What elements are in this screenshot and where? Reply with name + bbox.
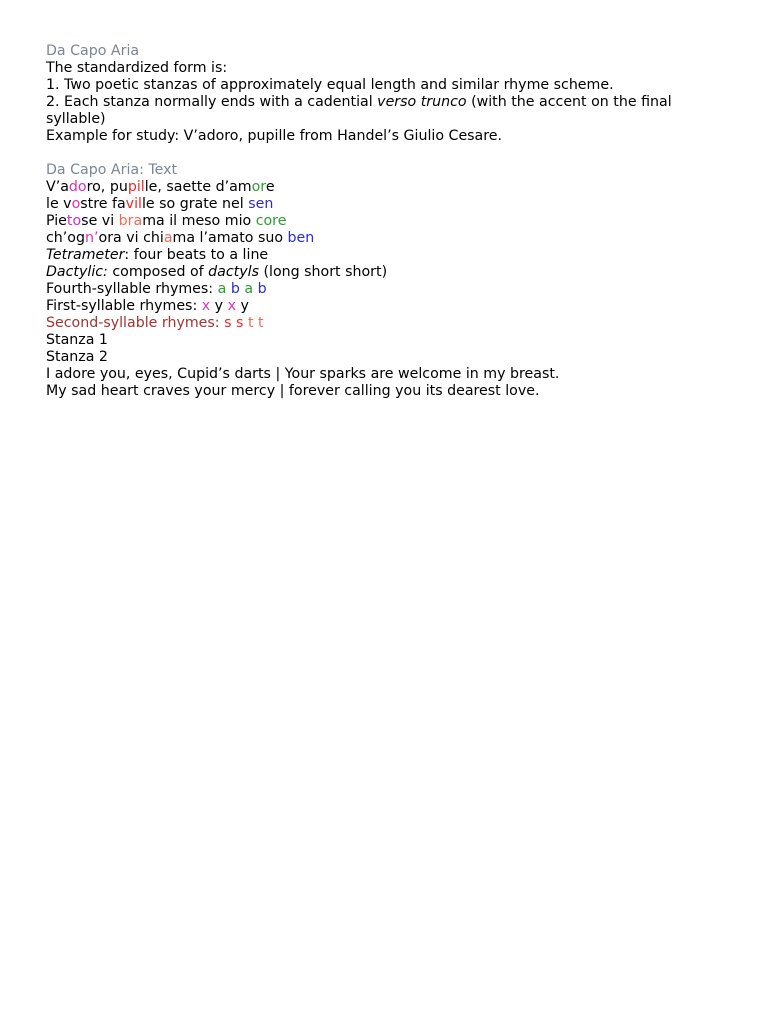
- spacer: [46, 145, 726, 162]
- stanza-1-label: Stanza 1: [46, 332, 108, 348]
- list-item-2-text-end: (with the accent on the final syllable): [46, 94, 677, 127]
- verso-trunco-term: verso trunco: [377, 94, 467, 110]
- first-syllable-rhymes: First-syllable rhymes: x y x y: [46, 298, 249, 314]
- list-item-2: [46, 94, 726, 128]
- fourth-syllable-rhymes: Fourth-syllable rhymes: a b a b: [46, 281, 267, 297]
- intro-text: The standardized form is:: [46, 60, 228, 76]
- stanza-2-label: Stanza 2: [46, 349, 108, 365]
- tetrameter-line: Tetrameter: four beats to a line: [46, 247, 269, 263]
- document-body: [46, 43, 726, 400]
- verse-line-2: le vostre faville so grate nel sen: [46, 196, 274, 212]
- verse-line-4: ch’ogn’ora vi chiama l’amato suo ben: [46, 230, 315, 246]
- verse-line-1: V’adoro, pupille, saette d’amore: [46, 179, 275, 195]
- list-item-2-text: 2. Each stanza normally ends with a cadential: [46, 94, 378, 110]
- tetrameter-term: Tetrameter: [46, 247, 125, 263]
- translation-line-1: I adore you, eyes, Cupid’s darts | Your sparks are welcome in my breast.: [46, 366, 560, 382]
- section-heading-da-capo-aria: Da Capo Aria: [46, 43, 140, 59]
- example-text: Example for study: V’adoro, pupille from Handel’s Giulio Cesare.: [46, 128, 503, 144]
- verse-line-3: Pietose vi brama il meso mio core: [46, 213, 287, 229]
- list-item-1: 1. Two poetic stanzas of approximately equal length and similar rhyme scheme.: [46, 77, 614, 93]
- dactylic-term: Dactylic:: [46, 264, 108, 280]
- dactylic-line: Dactylic: composed of dactyls (long short short): [46, 264, 388, 280]
- second-syllable-rhymes: Second-syllable rhymes: s s t t: [46, 315, 264, 331]
- section-heading-text: Da Capo Aria: Text: [46, 162, 178, 178]
- dactyls-term: dactyls: [208, 264, 259, 280]
- translation-line-2: My sad heart craves your mercy | forever calling you its dearest love.: [46, 383, 540, 399]
